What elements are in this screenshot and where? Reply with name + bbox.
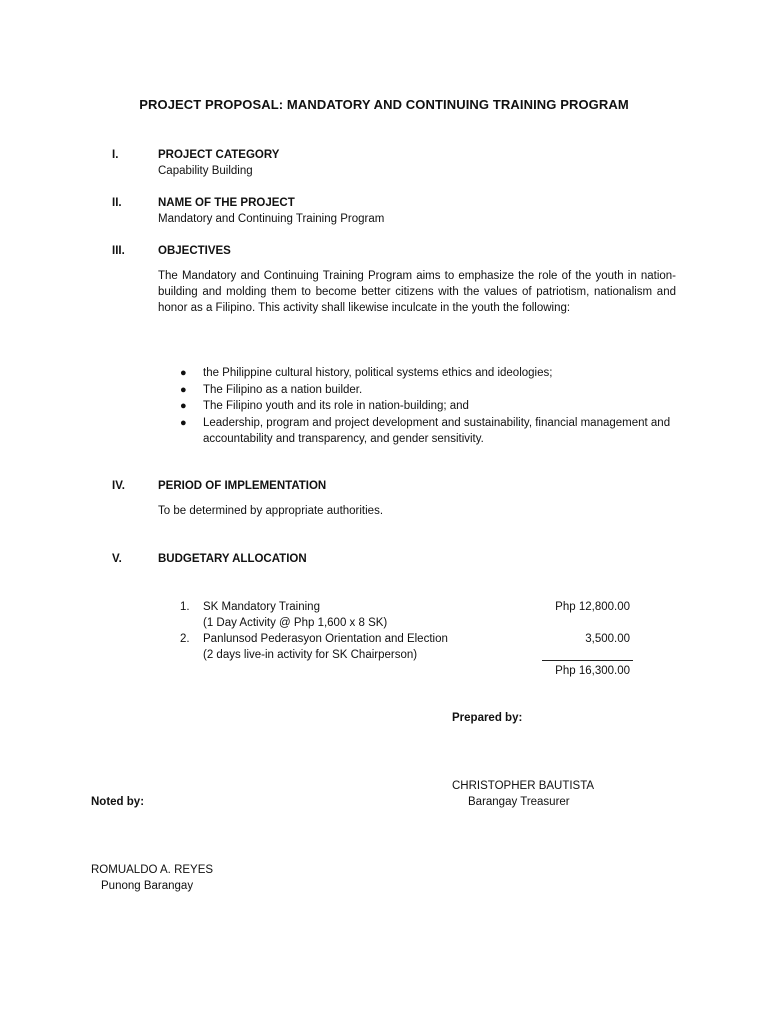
budget-item-1-amount: Php 12,800.00 <box>555 601 630 613</box>
prepared-by-label: Prepared by: <box>452 712 523 724</box>
list-item <box>158 398 678 415</box>
budget-item-2-number: 2. <box>180 633 190 645</box>
section-1-heading: PROJECT CATEGORY <box>158 149 280 161</box>
budget-item-1-detail: (1 Day Activity @ Php 1,600 x 8 SK) <box>203 617 388 629</box>
section-5-heading: BUDGETARY ALLOCATION <box>158 553 307 565</box>
budget-total: Php 16,300.00 <box>555 665 630 677</box>
budget-item-2-amount: 3,500.00 <box>585 633 630 645</box>
noted-by-label: Noted by: <box>91 796 145 808</box>
bullet-icon: ● <box>180 400 187 412</box>
section-1-number: I. <box>112 149 119 161</box>
budget-item-2-label: Panlunsod Pederasyon Orientation and Election <box>203 633 448 645</box>
section-4-heading: PERIOD OF IMPLEMENTATION <box>158 480 327 492</box>
section-4-number: IV. <box>112 480 126 492</box>
bullet-text: the Philippine cultural history, political systems ethics and ideologies; <box>203 367 553 379</box>
list-item <box>158 415 678 448</box>
noter-name: ROMUALDO A. REYES <box>91 864 214 876</box>
preparer-title: Barangay Treasurer <box>468 796 570 808</box>
noter-title: Punong Barangay <box>101 880 194 892</box>
document-title: PROJECT PROPOSAL: MANDATORY AND CONTINUING TRAINING PROGRAM <box>139 97 629 112</box>
objectives-paragraph: The Mandatory and Continuing Training Program aims to emphasize the role of the youth in nation-building and molding them to become better citizens with the values of patriotism, nationalism and honor as a Filipino. This activity shall likewise inculcate in the youth the following: <box>158 270 676 315</box>
bullet-text: The Filipino as a nation builder. <box>203 383 363 396</box>
bullet-icon: ● <box>180 383 187 396</box>
preparer-name: CHRISTOPHER BAUTISTA <box>452 780 595 792</box>
section-3-number: III. <box>112 245 125 257</box>
section-2-body: Mandatory and Continuing Training Program <box>158 213 385 225</box>
section-5-number: V. <box>112 553 122 565</box>
list-item <box>158 382 678 399</box>
section-3-heading: OBJECTIVES <box>158 245 231 257</box>
budget-item-1-label: SK Mandatory Training <box>203 601 320 613</box>
section-1-body: Capability Building <box>158 165 253 177</box>
section-2-number: II. <box>112 197 122 209</box>
list-item <box>158 365 678 382</box>
budget-item-1-number: 1. <box>180 601 190 613</box>
budget-item-2-detail: (2 days live-in activity for SK Chairperson) <box>203 649 418 661</box>
section-4-body: To be determined by appropriate authorities. <box>158 505 384 517</box>
total-divider <box>542 660 633 661</box>
bullet-text: Leadership, program and project development and sustainability, financial management and accountability and transparency, and gender sensitivity. <box>203 416 671 445</box>
bullet-icon: ● <box>180 416 187 429</box>
objectives-bullet-list <box>158 365 678 448</box>
bullet-text: The Filipino youth and its role in nation-building; and <box>203 400 469 412</box>
section-2-heading: NAME OF THE PROJECT <box>158 197 295 209</box>
bullet-icon: ● <box>180 367 187 379</box>
